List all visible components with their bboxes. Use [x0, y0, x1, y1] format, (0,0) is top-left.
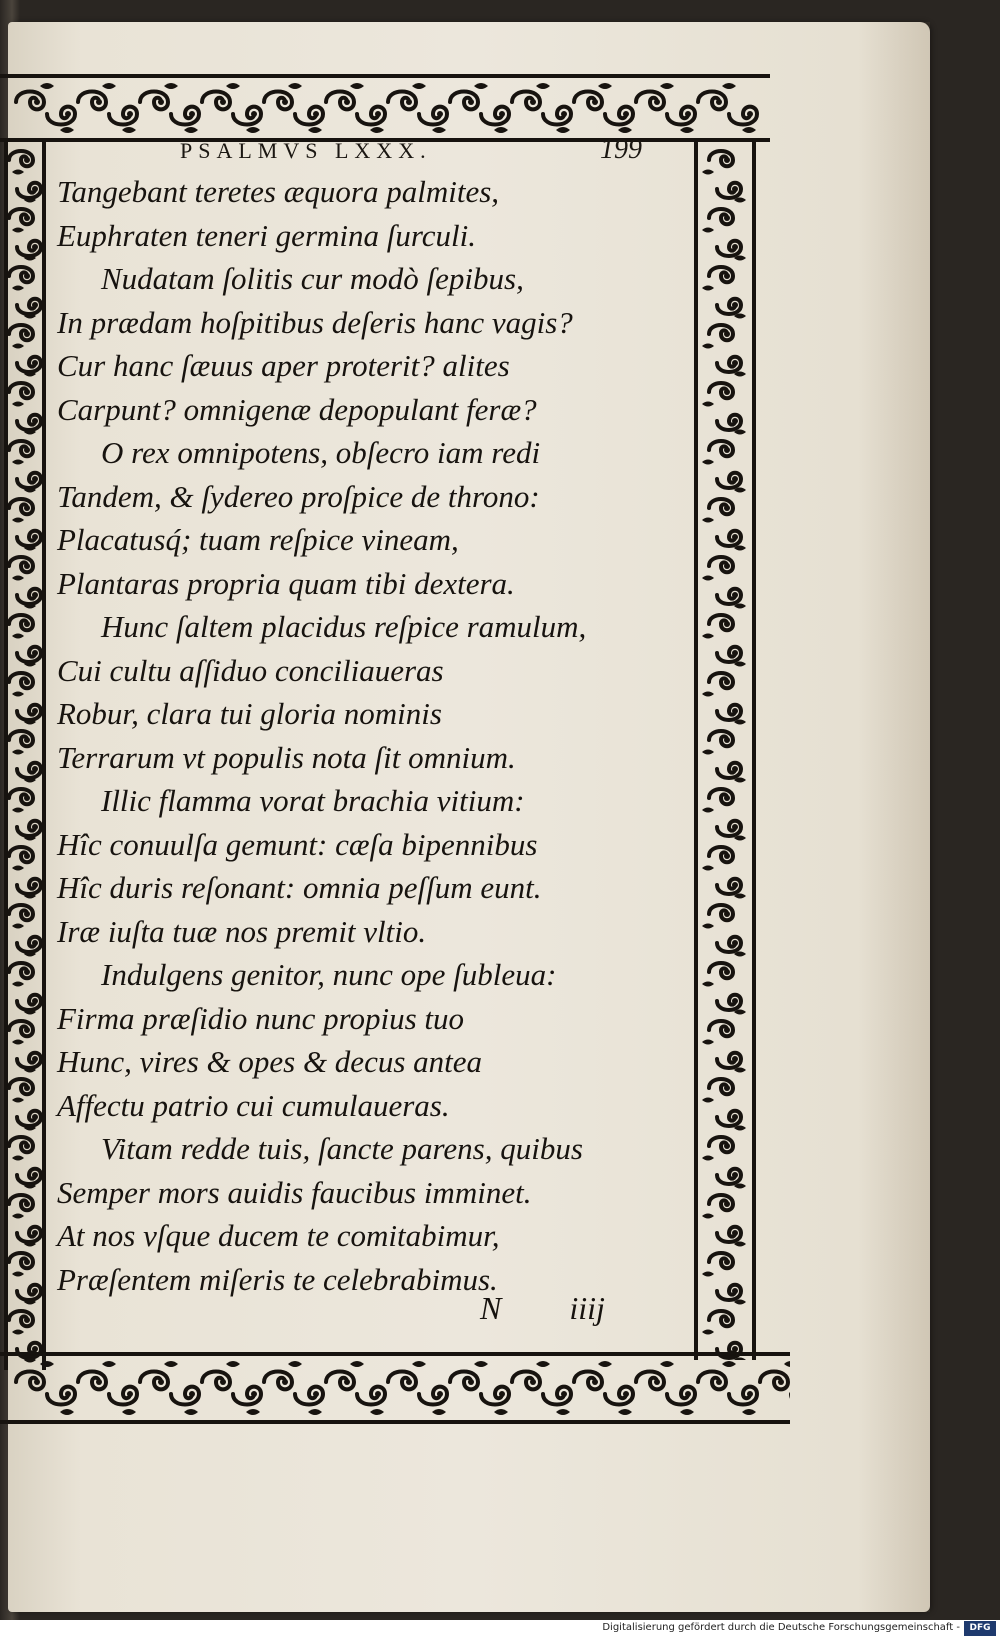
page-number: 199 — [600, 134, 642, 165]
verse-line: Cui cultu aſſiduo conciliaueras — [57, 652, 444, 688]
verse-line: Hunc, vires & opes & decus antea — [57, 1044, 483, 1079]
verse-line: Hîc duris reſonant: omnia peſſum eunt. — [57, 870, 542, 905]
verse-line: Placatusq́; tuam reſpice vineam, — [57, 522, 459, 557]
verse-line: Tandem, & ſydereo proſpice de throno: — [57, 478, 540, 514]
verse-line: In prædam hoſpitibus deſeris hanc vagis? — [57, 304, 573, 340]
footer-credit: Digitalisierung gefördert durch die Deutsche Forschungsgemeinschaft - — [602, 1622, 960, 1633]
verse-line: Indulgens genitor, nunc ope ſubleua: — [101, 957, 557, 992]
ornament-border-right — [690, 140, 760, 1360]
verse-line: Illic flamma vorat brachia vitium: — [101, 783, 525, 818]
verse-line: O rex omnipotens, obſecro iam redi — [101, 435, 541, 470]
signature-letter: N — [480, 1290, 502, 1326]
verse-line: At nos vſque ducem te comitabimur, — [57, 1218, 500, 1253]
verse-line: Terrarum vt populis nota ſit omnium. — [57, 739, 516, 775]
signature-mark — [480, 1290, 605, 1327]
verse-line: Hîc conuulſa gemunt: cæſa bipennibus — [57, 826, 538, 862]
dfg-logo-icon: DFG — [964, 1621, 996, 1636]
verse-line: Affectu patrio cui cumulaueras. — [57, 1087, 450, 1123]
verse-text — [57, 170, 677, 1301]
verse-line: Cur hanc ſæuus aper proterit? alites — [57, 348, 510, 383]
ornament-border-top — [0, 70, 770, 146]
verse-line: Tangebant teretes æquora palmites, — [57, 174, 500, 209]
ornament-border-left — [0, 140, 50, 1370]
verse-line: Firma præſidio nunc propius tuo — [57, 1000, 465, 1036]
footer-bar — [0, 1620, 1000, 1639]
verse-line: Præſentem miſeris te celebrabimus. — [57, 1261, 498, 1297]
verse-line: Hunc ſaltem placidus reſpice ramulum, — [101, 609, 587, 644]
signature-number: iiij — [569, 1290, 605, 1326]
verse-line: Carpunt? omnigenæ depopulant feræ? — [57, 391, 537, 427]
verse-line: Vitam redde tuis, ſancte parens, quibus — [101, 1131, 583, 1166]
verse-line: Semper mors auidis faucibus imminet. — [57, 1174, 532, 1210]
verse-line: Robur, clara tui gloria nominis — [57, 696, 442, 731]
verse-line: Plantaras propria quam tibi dextera. — [57, 565, 515, 601]
ornament-border-bottom — [0, 1348, 790, 1428]
verse-line: Nudatam ſolitis cur modò ſepibus, — [101, 261, 524, 296]
verse-line: Iræ iuſta tuæ nos premit vltio. — [57, 913, 427, 949]
page-margin — [860, 22, 930, 1612]
verse-line: Euphraten teneri germina ſurculi. — [57, 217, 477, 253]
running-head: PSALMVS LXXX. — [180, 138, 432, 163]
